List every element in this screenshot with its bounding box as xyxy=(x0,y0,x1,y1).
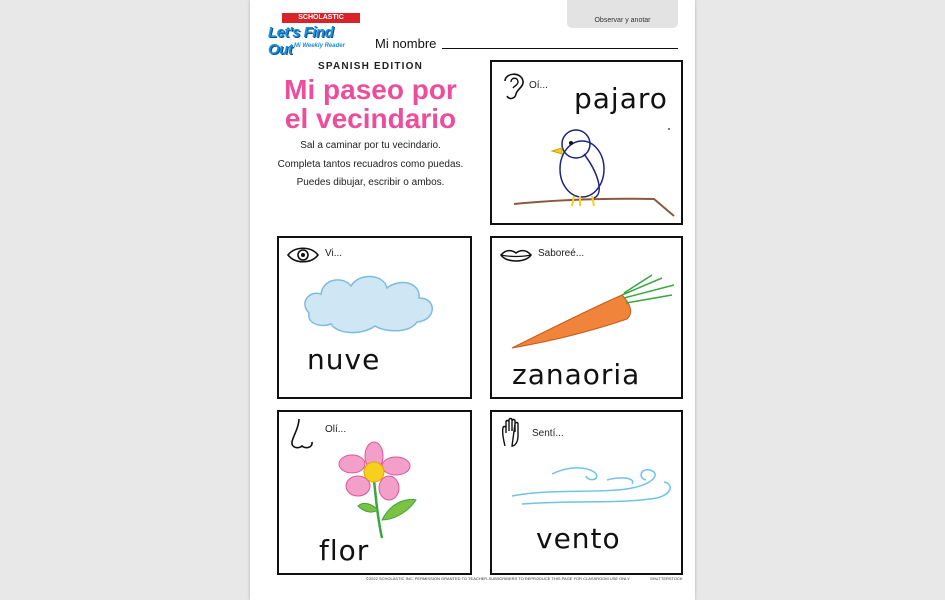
box-smelled-label: Olí... xyxy=(325,424,347,435)
eye-icon xyxy=(287,246,319,264)
instruction-3: Puedes dibujar, escribir o ambos. xyxy=(296,177,445,188)
instruction-1: Sal a caminar por tu vecindario. xyxy=(300,140,441,151)
nose-icon xyxy=(289,418,315,450)
title-line-1: Mi paseo por xyxy=(284,74,457,105)
photo-credit: SHUTTERSTOCK xyxy=(650,576,683,581)
bird-drawing xyxy=(514,124,674,219)
edition-label: SPANISH EDITION xyxy=(317,61,424,72)
box-felt[interactable] xyxy=(490,410,683,575)
copyright-text: ©2022 SCHOLASTIC INC. PERMISSION GRANTED TO TEACHER-SUBSCRIBERS TO REPRODUCE THIS PAGE FOR CLASSROOM USE ONLY. xyxy=(366,576,631,581)
scholastic-logo xyxy=(268,13,361,58)
box-saw[interactable] xyxy=(277,236,472,399)
logo-top-bar: SCHOLASTIC xyxy=(282,13,360,23)
logo-main-text: Let's Find Out xyxy=(268,24,334,58)
box-felt-label: Sentí... xyxy=(532,428,564,439)
box-heard-label: Oí... xyxy=(529,80,548,91)
wind-drawing xyxy=(512,454,677,514)
lips-icon xyxy=(500,248,532,264)
box-tasted-word: zanaoria xyxy=(512,358,641,391)
hand-icon xyxy=(500,418,524,448)
logo-sub-text: Mi Weekly Reader xyxy=(294,43,345,49)
box-heard-word: pajaro xyxy=(574,82,668,115)
box-heard[interactable] xyxy=(490,60,683,225)
cloud-drawing xyxy=(299,268,439,338)
box-felt-word: vento xyxy=(536,522,621,555)
box-saw-label: Vi... xyxy=(325,248,343,259)
title-line-2: el vecindario xyxy=(284,103,457,134)
ear-icon xyxy=(501,69,527,101)
name-input-line[interactable] xyxy=(442,48,678,49)
carrot-drawing xyxy=(512,273,682,353)
box-tasted[interactable] xyxy=(490,236,683,399)
box-smelled[interactable] xyxy=(277,410,472,575)
name-label: Mi nombre xyxy=(375,36,437,51)
flower-drawing xyxy=(334,440,434,540)
instruction-2: Completa tantos recuadros como puedas. xyxy=(277,159,464,170)
box-smelled-word: flor xyxy=(319,534,370,567)
page-title xyxy=(253,75,488,133)
box-saw-word: nuve xyxy=(307,343,381,376)
page-tab: Observar y anotar xyxy=(567,0,678,28)
box-tasted-label: Saboreé... xyxy=(538,248,585,259)
